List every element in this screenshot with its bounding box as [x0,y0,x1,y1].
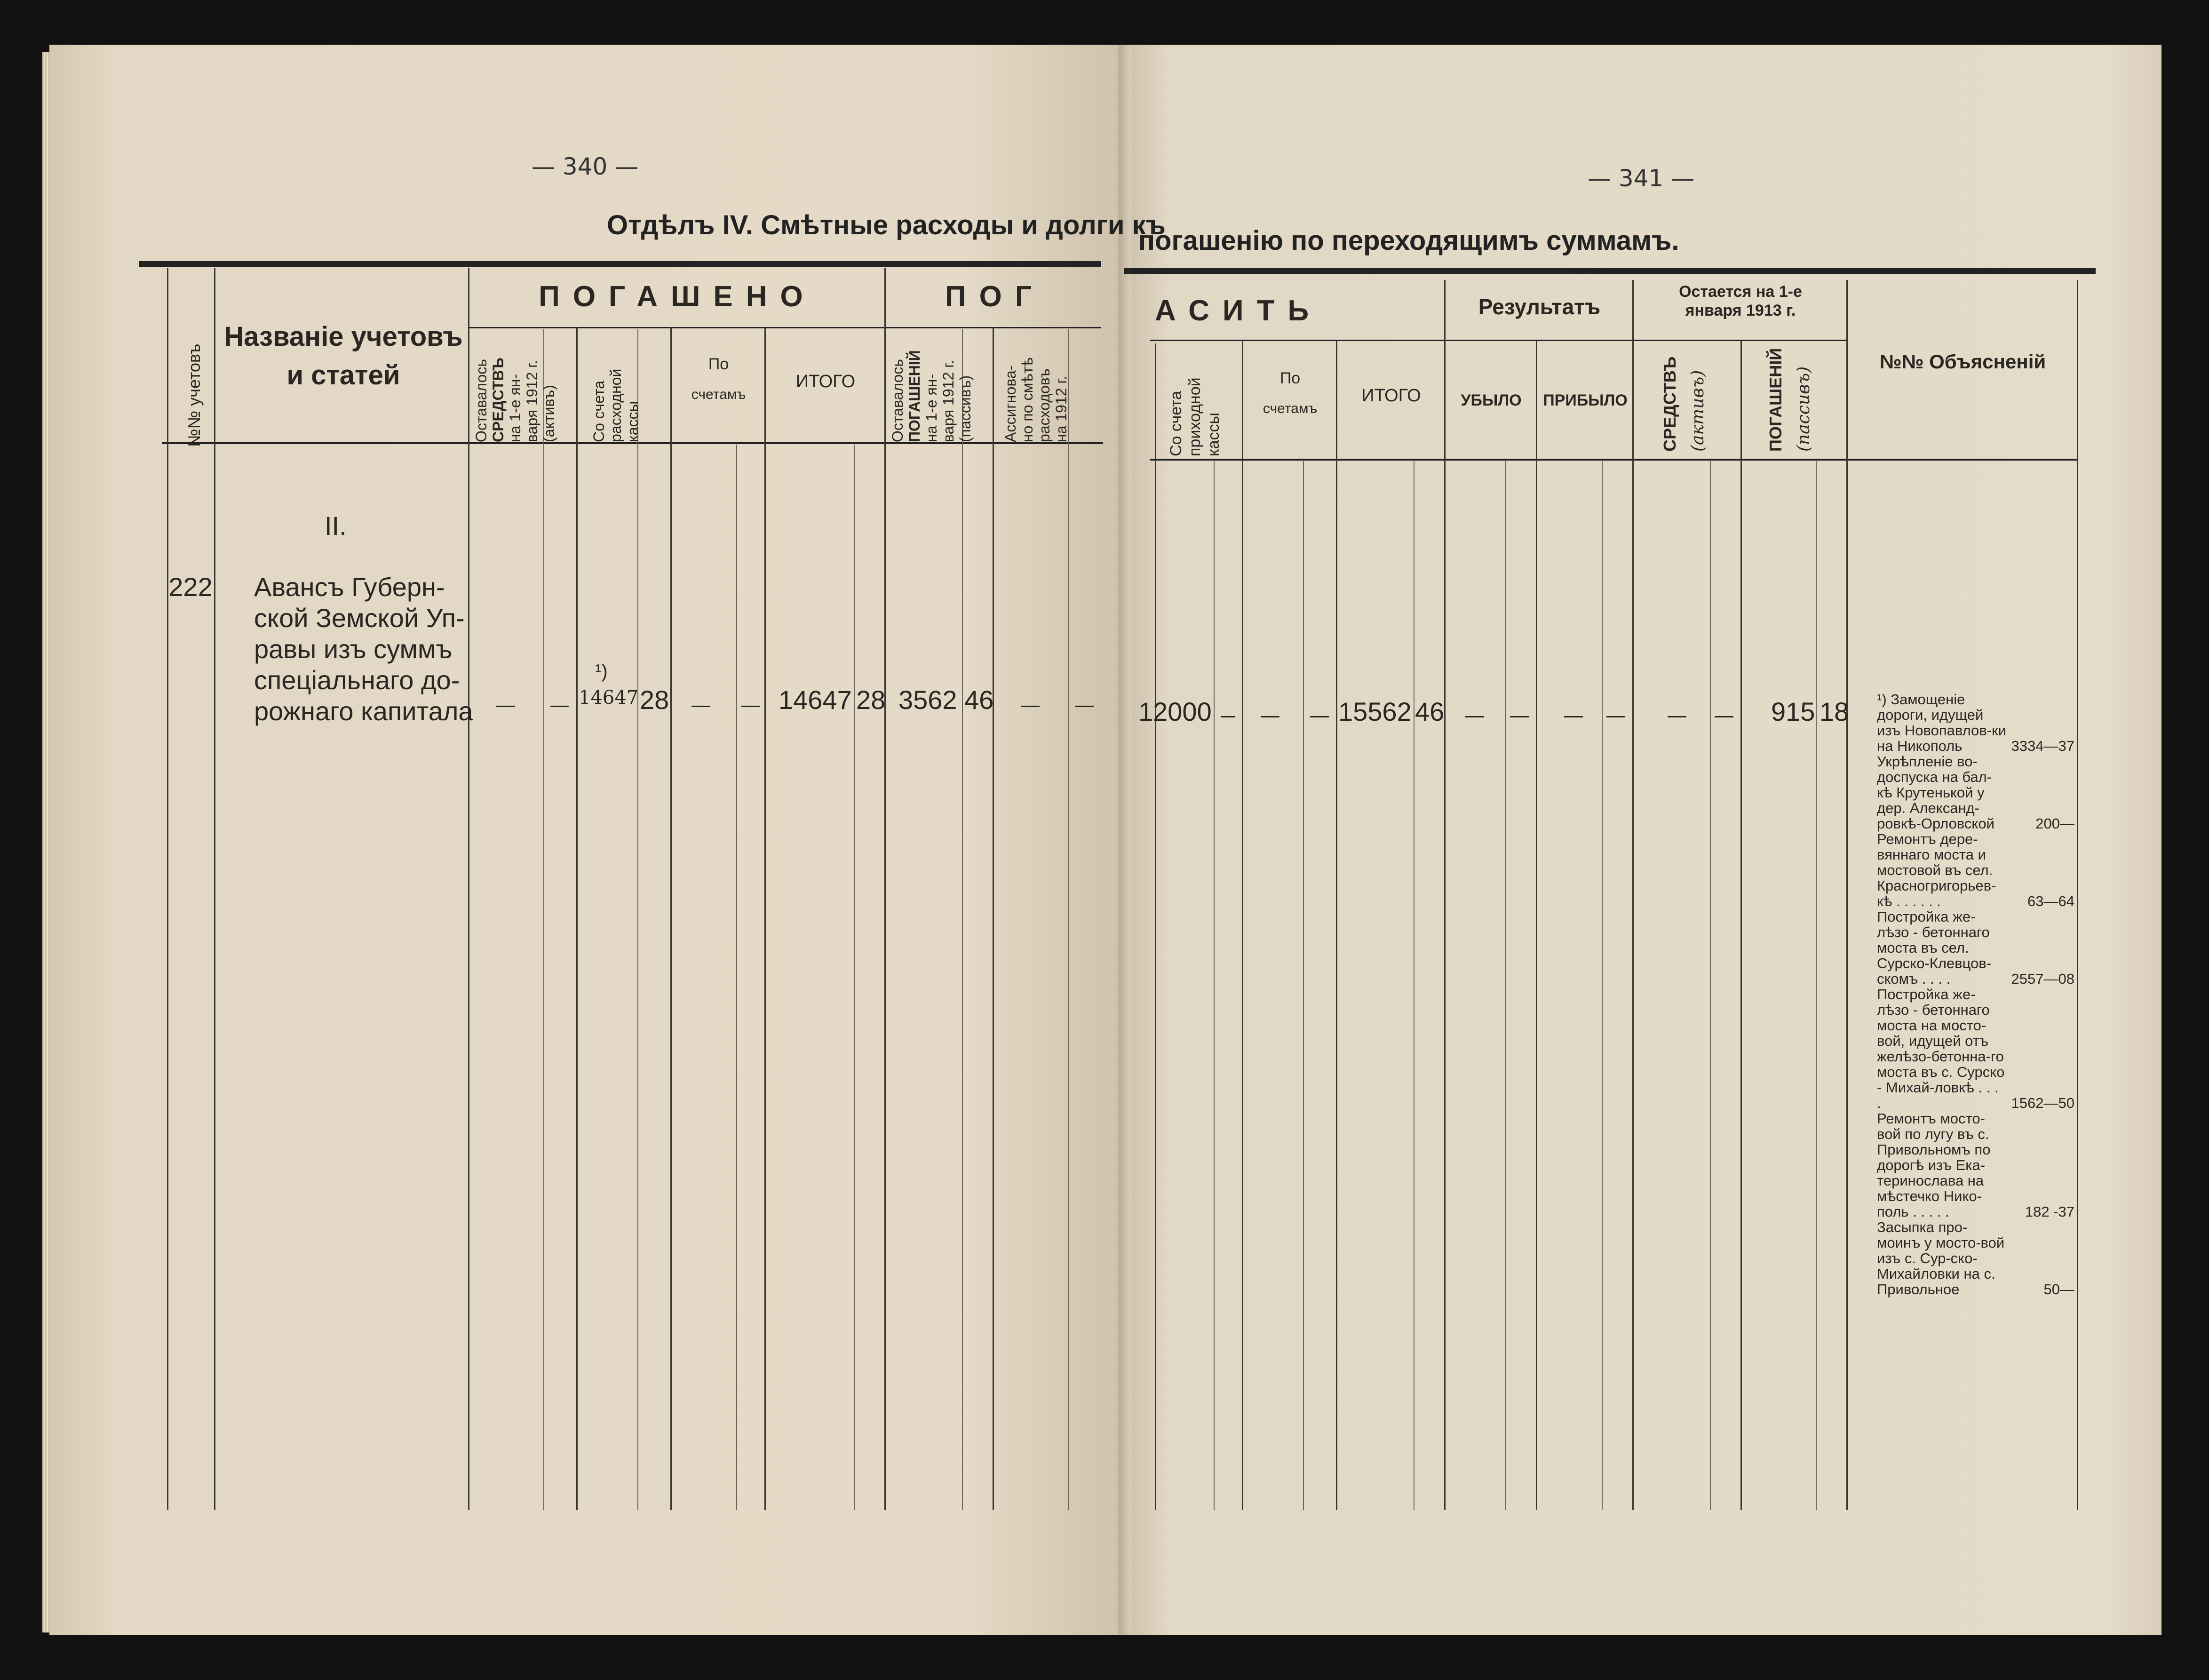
header-col-name [221,318,466,395]
explanations-notes [1877,692,2074,1297]
dash [1310,716,1329,717]
header-col-name-line2: и статей [286,360,400,390]
header-r-po: По счетамъ [1263,369,1318,416]
header-ubylo: УБЫЛО [1461,391,1522,409]
note-item: Укрѣпленіе во-доспуска на бал-кѣ Крутенькой у дер. Александ-ровкѣ-Орловской 200— [1877,753,2074,832]
section-label: II. [325,511,347,541]
col-line [1632,280,1634,1510]
note-item: Ремонтъ дере-вяннаго моста и мостовой въ сел. Красногригорьев-кѣ . . . . . . 63—64 [1877,831,2074,909]
header-result: Результатъ [1478,295,1601,319]
top-rule-left [139,261,1101,267]
header-pp-ostav: Оставалось ПОГАШЕНІЙ на 1-е ян- варя 1912 г. (пассивъ) [889,350,974,442]
prih-value: 12000 [1138,697,1212,726]
itogo-kop: 28 [856,685,886,715]
right-page-number: — 341 — [1588,165,1695,192]
note-item: Засыпка про-моинъ у мосто-вой изъ с. Сур-ско-Михайловки на с. Привольное 50— [1877,1219,2074,1298]
col-line [1303,461,1304,1510]
header-pg-itogo: ИТОГО [795,372,856,391]
header-pp-assig: Ассигнова- но по смѣтѣ расходовъ на 1912 г. [1002,357,1070,442]
row-number: 222 [168,572,213,602]
col-line [637,329,638,1510]
col-line [167,268,168,1510]
dash [741,706,760,707]
col-line [214,268,215,1510]
header-sredstv: СРЕДСТВЪ (активъ) [1660,356,1708,452]
rash-kop: 28 [640,685,669,715]
dash [1715,716,1733,717]
pog-kop: 18 [1820,697,1849,726]
col-line [1444,280,1446,1510]
note-item: ¹) Замощеніе дороги, идущей изъ Новопавлов-ки на Никополь 3334—37 [1877,691,2074,754]
title-right-part: погашенію по переходящимъ суммамъ. [1138,225,1679,256]
dash [1510,716,1529,717]
header-bottom-rule-right [1150,459,2077,461]
dash [1221,716,1235,717]
row-name: Авансъ Губерн- ской Земской Уп- равы изъ суммъ спеціальнаго до- рожнаго капитала [254,572,473,726]
col-line [1242,341,1243,1510]
col-line [1816,461,1817,1510]
r-itogo-kop: 46 [1415,697,1445,726]
col-line [1710,461,1711,1510]
col-line [1536,341,1537,1510]
dash [550,706,569,707]
col-line [736,445,737,1510]
col-line [884,268,886,1510]
header-pog: ПОГ [945,280,1045,313]
header-pogasheno: ПОГАШЕНО [539,280,816,313]
dash [1564,716,1583,717]
col-line [993,327,994,1510]
header-pg-ostav: Оставалось СРЕДСТВЪ на 1-е ян- варя 1912 г. (активъ) [473,358,557,442]
header-r-prih: Со счета приходной кассы [1167,377,1223,456]
col-line [576,327,578,1510]
dash [691,706,710,707]
header-pribylo: ПРИБЫЛО [1543,391,1628,409]
header-pg-rash: Со счета расходной кассы [590,368,641,442]
note-item: Ремонтъ мосто-вой по лугу въ с. Привольномъ по дорогѣ изъ Ека-теринослава на мѣстечко Нико-поль . . . . . 182 -37 [1877,1110,2074,1220]
col-line [468,268,469,1510]
rash-rub: 14647 [579,687,639,709]
col-line [854,445,855,1510]
note-item: Постройка же-лѣзо - бетоннаго моста въ сел. Сурско-Клевцов-скомъ . . . . 2557—08 [1877,908,2074,987]
footnote-mark: ¹) [595,661,608,682]
col-line [670,327,672,1510]
col-line [1602,461,1603,1510]
col-line [2077,280,2078,1510]
col-line [1846,280,1848,1510]
pog-rub: 915 [1771,697,1815,726]
dash [1021,706,1040,707]
book-gutter [1119,45,1131,1635]
col-line [1068,329,1069,1510]
note-item: Постройка же-лѣзо - бетоннаго моста на мосто-вой, идущей отъ желѣзо-бетонна-го моста въ с. Сурско - Михай-ловкѣ . . . . 1562—50 [1877,986,2074,1111]
header-asit: АСИТЬ [1155,295,1322,327]
group-rule-left [468,327,1101,328]
col-line [1214,461,1215,1510]
top-rule-right [1124,268,2096,274]
header-explanations: №№ Объясненій [1879,350,2046,373]
pass-rub: 3562 [898,685,957,715]
dash [1606,716,1625,717]
col-line [543,329,544,1510]
col-line [1336,341,1337,1510]
title-left-part: Отдѣлъ IV. Смѣтные расходы и долги къ [607,210,1166,240]
group-rule-right [1150,340,1846,341]
dash [1075,706,1094,707]
left-page-number: — 340 — [532,153,639,180]
col-line [1505,461,1506,1510]
col-line [764,327,766,1510]
pass-kop: 46 [964,685,994,715]
col-line [1740,341,1742,1510]
header-col-no: №№ учетовъ [184,343,204,447]
header-r-itogo: ИТОГО [1361,386,1421,406]
itogo-rub: 14647 [779,685,852,715]
dash [1465,716,1484,717]
dash [496,706,515,707]
r-itogo-rub: 15562 [1338,697,1412,726]
col-line [962,329,963,1510]
dash [1261,716,1279,717]
dash [1668,716,1686,717]
header-col-name-line1: Названіе учетовъ [224,321,463,352]
header-ostaetsya: Остается на 1-е января 1913 г. [1679,283,1802,319]
col-line [1155,343,1156,1510]
header-pg-po: По счетамъ [691,355,746,402]
header-pogash: ПОГАШЕНІЙ (пассивъ) [1766,348,1813,452]
